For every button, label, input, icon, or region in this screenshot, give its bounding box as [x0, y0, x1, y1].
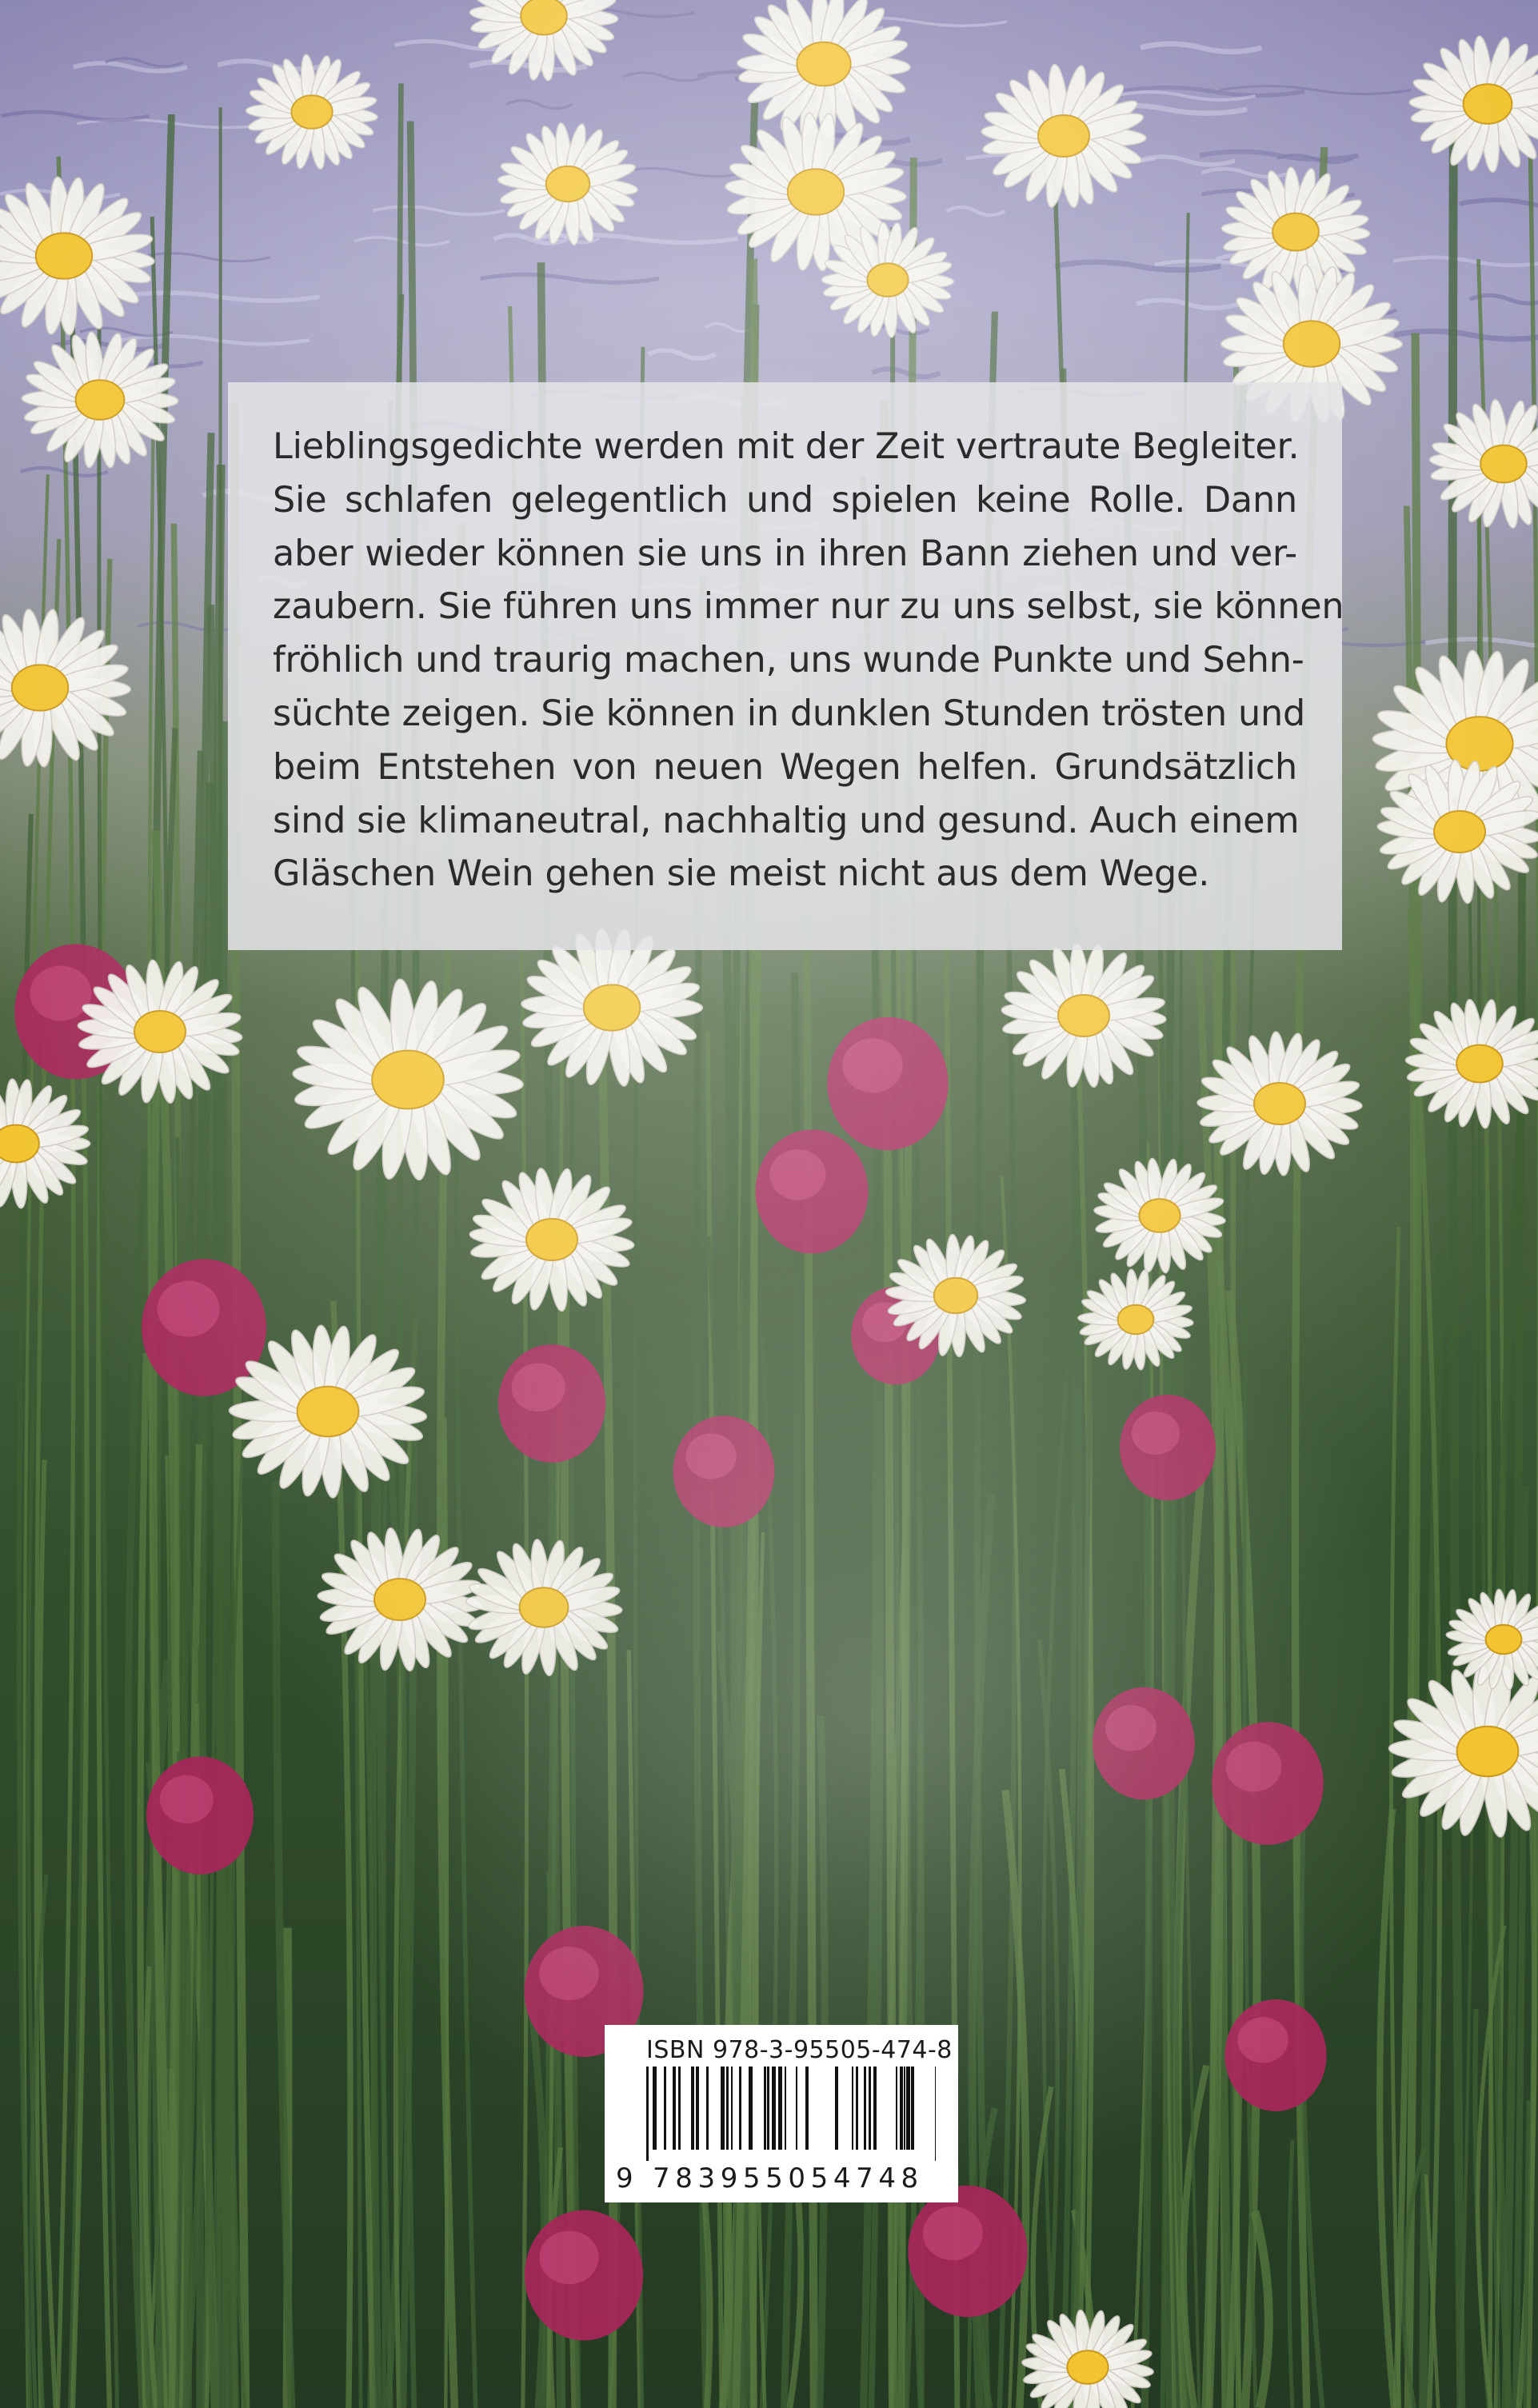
blurb-line: aber wieder können sie uns in ihren Bann ziehen und ver-	[273, 533, 1297, 574]
blurb-line: Lieblingsgedichte werden mit der Zeit vertraute Begleiter.	[273, 426, 1300, 467]
blurb-line: zaubern. Sie führen uns immer nur zu uns selbst, sie können	[273, 586, 1344, 628]
blurb-panel	[228, 382, 1342, 950]
ean-barcode	[646, 2067, 936, 2161]
blurb-line: Gläschen Wein gehen sie meist nicht aus dem Wege.	[273, 853, 1210, 895]
blurb-line: beim Entstehen von neuen Wegen helfen. Grundsätzlich	[273, 746, 1297, 788]
isbn-barcode-box	[605, 2025, 958, 2202]
blurb-line: sind sie klimaneutral, nachhaltig und gesund. Auch einem	[273, 800, 1300, 841]
blurb-line: Sie schlafen gelegentlich und spielen keine Rolle. Dann	[273, 479, 1297, 521]
isbn-label: ISBN 978-3-95505-474-8	[646, 2036, 953, 2064]
ean-first-digit: 9	[616, 2162, 633, 2194]
ean-digits: 783955054748	[653, 2162, 924, 2194]
blurb-line: süchte zeigen. Sie können in dunklen Stunden trösten und	[273, 693, 1306, 734]
blurb-line: fröhlich und traurig machen, uns wunde Punkte und Sehn-	[273, 640, 1304, 681]
